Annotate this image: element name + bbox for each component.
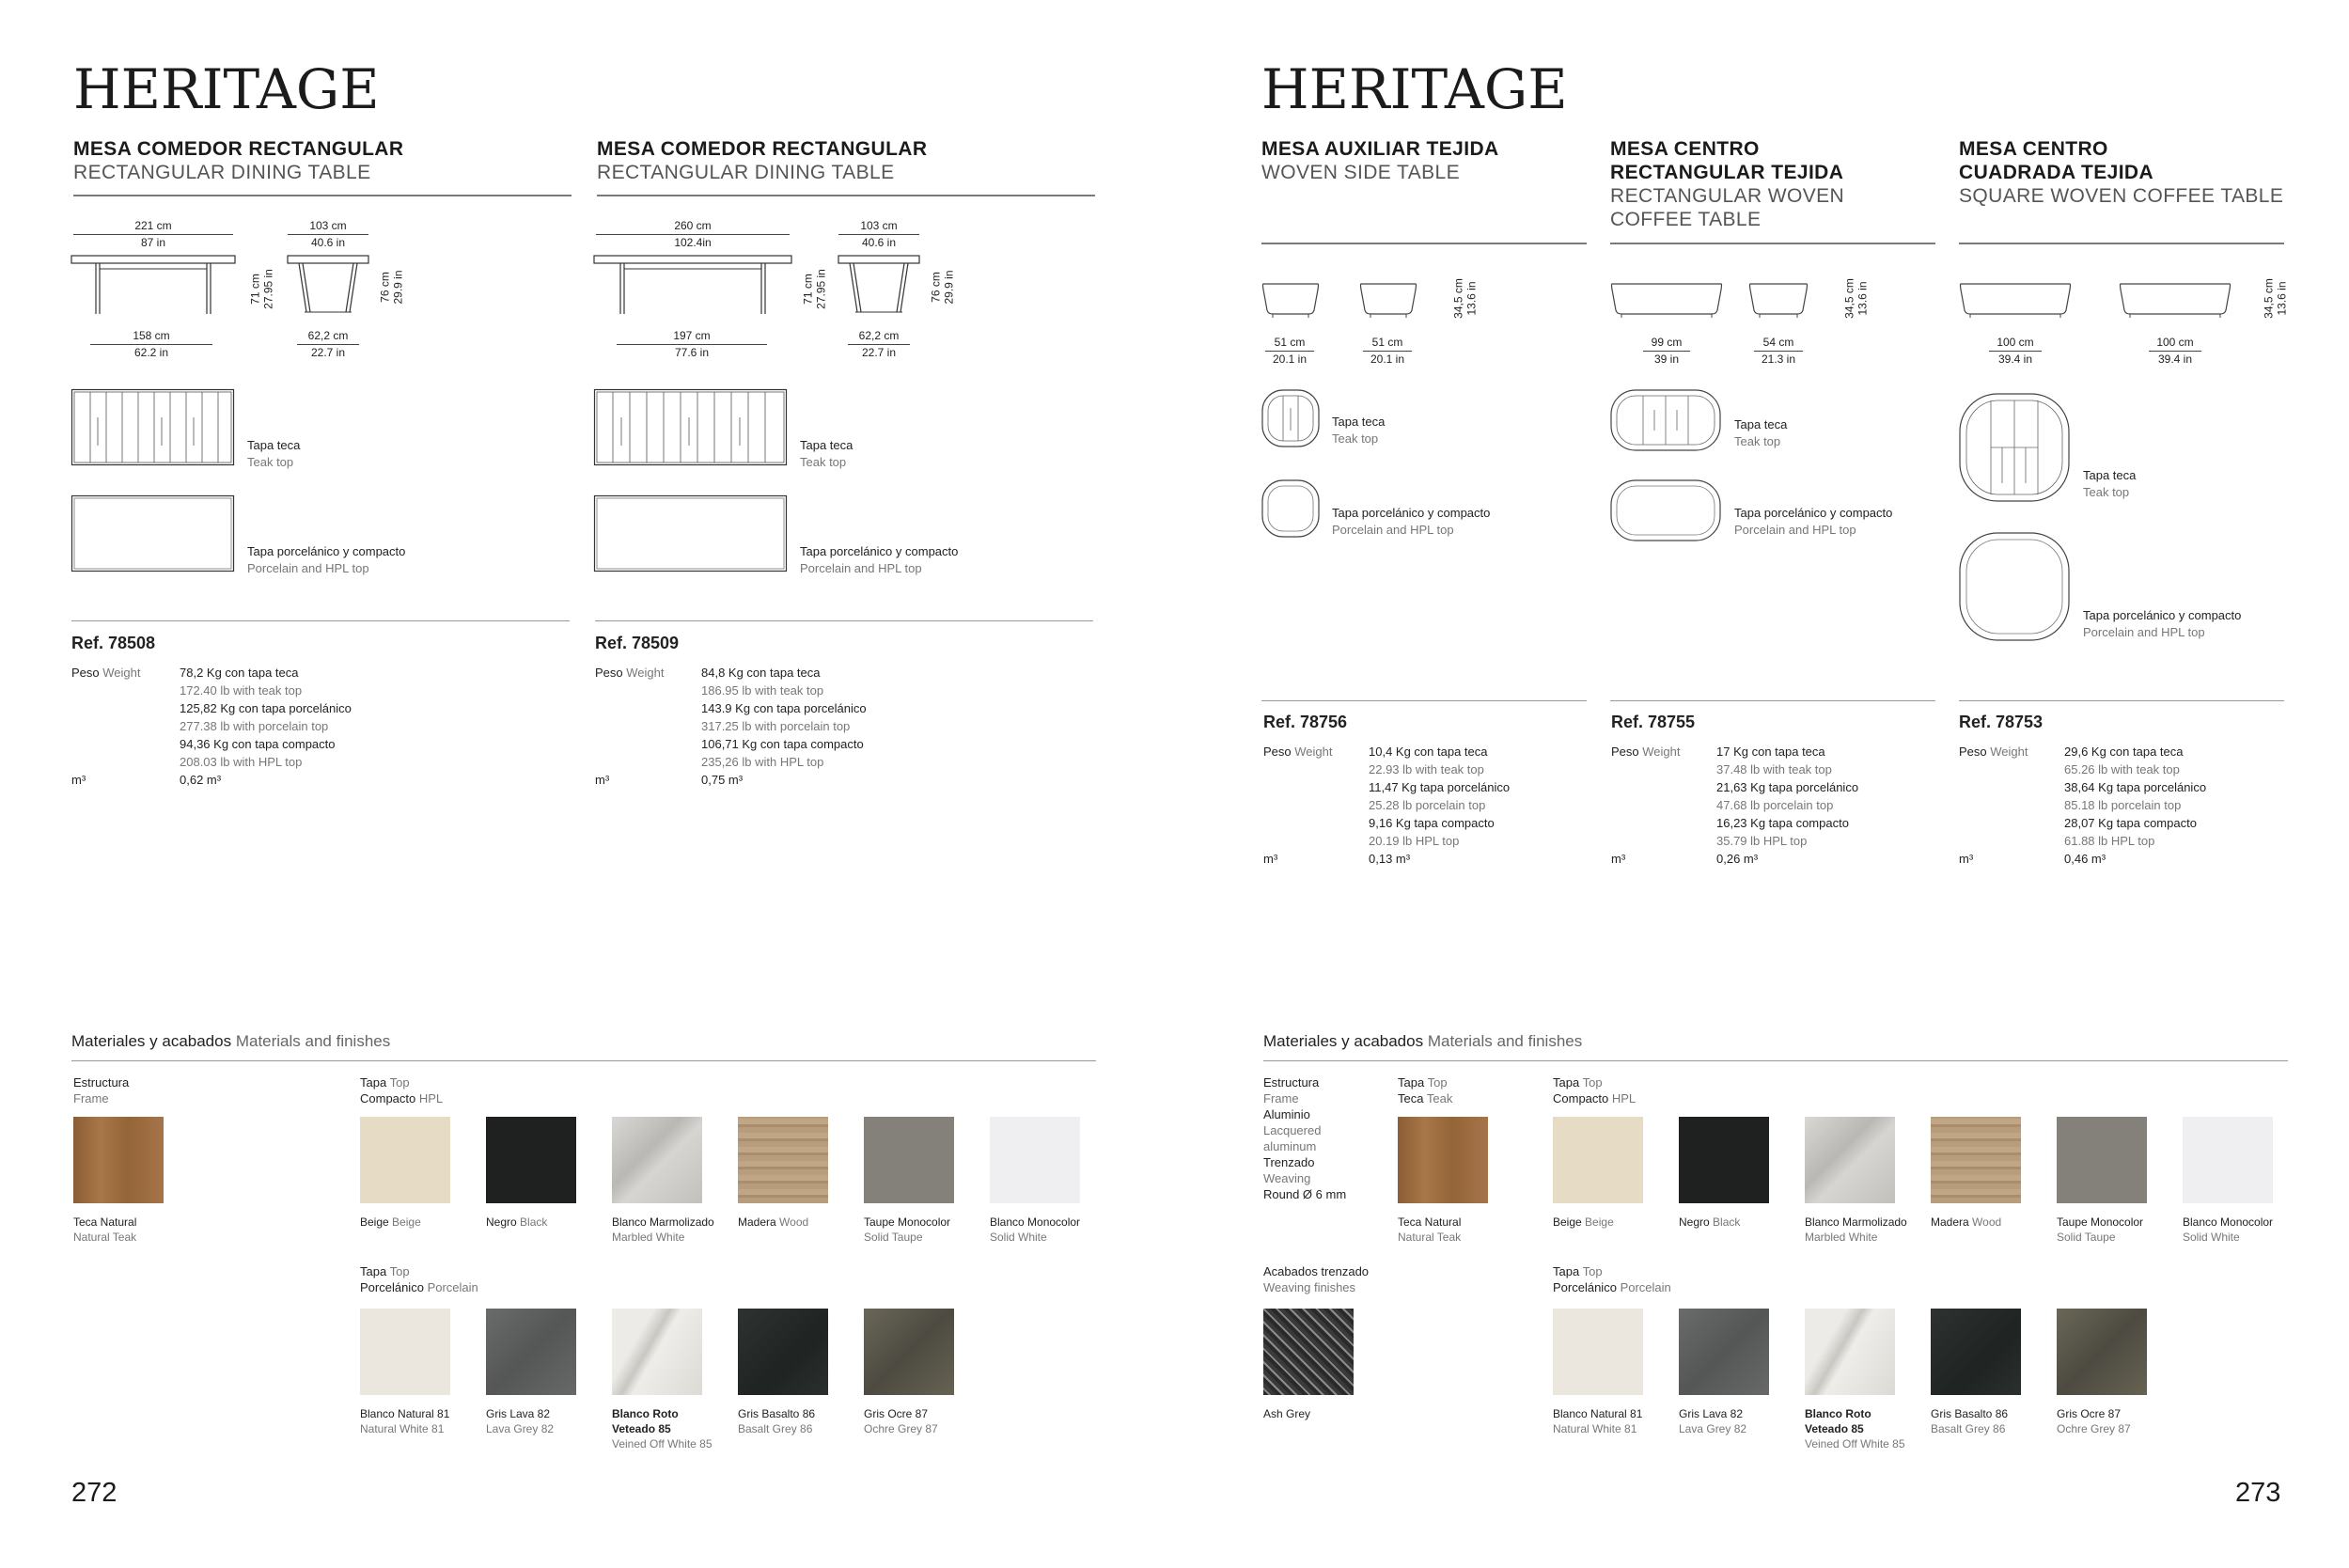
swatch-black[interactable] <box>486 1117 576 1203</box>
swatch-label: Blanco Roto Veteado 85 Veined Off White 85 <box>1805 1407 1905 1450</box>
swatch-natural-white-81[interactable] <box>360 1309 450 1395</box>
swatch-label: Teca Natural Natural Teak <box>1398 1215 1462 1244</box>
volume-value: 0,75 m³ <box>701 773 744 787</box>
ref-number: Ref. 78508 <box>71 634 156 652</box>
ref-number: Ref. 78756 <box>1263 713 1348 731</box>
swatch-ochre-grey-87[interactable] <box>864 1309 954 1395</box>
dim-height-in: 13.6 in <box>2275 281 2289 316</box>
swatch-label: Negro Black <box>486 1215 548 1229</box>
product-title-en: WOVEN SIDE TABLE <box>1261 162 1461 183</box>
dim-height-2-in: 29.9 in <box>391 270 405 305</box>
volume-label: m³ <box>595 773 610 787</box>
coffee-porcelain-top-plan <box>1610 479 1723 543</box>
teak-top-label: Tapa teca Teak top <box>247 438 301 469</box>
coffee-table-elevation-short <box>1748 282 1810 321</box>
dim-depth-base-in: 22.7 in <box>310 346 346 359</box>
volume-label: m³ <box>1959 852 1974 866</box>
swatch-label: Taupe Monocolor Solid Taupe <box>2057 1215 2144 1244</box>
dim-b-in: 21.3 in <box>1761 353 1796 366</box>
divider <box>1959 700 2284 701</box>
swatch-label: Blanco Marmolizado Marbled White <box>612 1215 714 1244</box>
weight-label: Peso Weight <box>1611 745 1681 759</box>
volume-label: m³ <box>1263 852 1278 866</box>
dim-height: 34,5 cm <box>2262 278 2276 319</box>
dim-depth-in: 40.6 in <box>310 236 346 249</box>
square-table-elevation-a <box>1959 282 2074 321</box>
weight-values: 78,2 Kg con tapa teca 172.40 lb with teak top 125,82 Kg con tapa porcelánico 277.38 lb with porcelain top 94,36 Kg con tapa compacto 208.03 lb with HPL top <box>180 666 352 769</box>
product-title-es: MESA CENTRO <box>1610 138 1760 160</box>
swatch-basalt-grey-86[interactable] <box>1931 1309 2021 1395</box>
swatch-natural-teak[interactable] <box>1398 1117 1488 1203</box>
weight-values: 10,4 Kg con tapa teca 22.93 lb with teak top 11,47 Kg tapa porcelánico 25.28 lb porcelain top 9,16 Kg tapa compacto 20.19 lb HPL top <box>1369 745 1511 848</box>
table-front-elevation <box>838 256 923 321</box>
swatch-label: Negro Black <box>1679 1215 1741 1229</box>
dim-a: 100 cm <box>1997 336 2034 349</box>
swatch-veined-off-white-85[interactable] <box>612 1309 702 1395</box>
square-teak-top-plan <box>1959 393 2072 504</box>
product-title-en-2: COFFEE TABLE <box>1610 209 1762 230</box>
teak-top-label: Tapa teca Teak top <box>1332 415 1386 446</box>
dim-a: 99 cm <box>1651 336 1683 349</box>
divider <box>597 195 1095 196</box>
volume-label: m³ <box>1611 852 1626 866</box>
divider <box>1959 243 2284 244</box>
divider <box>1263 1060 2288 1061</box>
volume-value: 0,13 m³ <box>1369 852 1411 866</box>
product-title-es: MESA AUXILIAR TEJIDA <box>1261 138 1499 160</box>
porcelain-top-plan <box>71 495 235 572</box>
page-number-left: 272 <box>71 1478 117 1508</box>
divider <box>1261 700 1587 701</box>
product-title-es: MESA COMEDOR RECTANGULAR <box>597 138 928 160</box>
ref-number: Ref. 78755 <box>1611 713 1696 731</box>
divider <box>71 620 570 621</box>
dim-depth: 103 cm <box>860 219 898 232</box>
volume-value: 0,62 m³ <box>180 773 222 787</box>
teak-top-plan <box>594 389 788 466</box>
teak-top-label: Tapa teca Teak top <box>2083 468 2137 499</box>
product-header-78508 <box>73 137 572 184</box>
weight-values: 17 Kg con tapa teca 37.48 lb with teak top 21,63 Kg tapa porcelánico 47.68 lb porcelain top 16,23 Kg tapa compacto 35.79 lb HPL top <box>1716 745 1859 848</box>
table-front-elevation <box>288 256 372 321</box>
dim-height: 34,5 cm <box>1842 278 1856 319</box>
dim-depth-in: 40.6 in <box>861 236 897 249</box>
swatch-label: Beige Beige <box>360 1215 421 1229</box>
dim-base: 197 cm <box>673 329 711 342</box>
swatch-lava-grey-82[interactable] <box>486 1309 576 1395</box>
swatch-label: Blanco Monocolor Solid White <box>2183 1215 2274 1244</box>
swatch-beige[interactable] <box>1553 1117 1643 1203</box>
product-header-78753 <box>1959 137 2284 208</box>
side-teak-top-plan <box>1261 389 1322 449</box>
square-table-elevation-b <box>2119 282 2233 321</box>
weight-label: Peso Weight <box>595 666 665 680</box>
dim-height-in: 13.6 in <box>1856 281 1870 316</box>
coffee-table-elevation-long <box>1610 282 1725 321</box>
dim-width-in: 87 in <box>140 236 166 249</box>
swatch-solid-white[interactable] <box>990 1117 1080 1203</box>
frame-label: Estructura Frame <box>73 1075 130 1105</box>
side-table-elevation-a <box>1261 282 1322 321</box>
dim-depth: 103 cm <box>309 219 347 232</box>
dim-height-1-in: 27.95 in <box>814 269 828 309</box>
brand-title-left: HERITAGE <box>73 57 380 121</box>
dim-a-in: 39 in <box>1653 353 1680 366</box>
dim-b: 54 cm <box>1762 336 1794 349</box>
swatch-label: Gris Basalto 86 Basalt Grey 86 <box>1931 1407 2009 1435</box>
product-title-en: RECTANGULAR DINING TABLE <box>597 162 895 183</box>
dim-height-1: 71 cm <box>801 274 815 305</box>
swatch-label: Beige Beige <box>1553 1215 1614 1229</box>
swatch-label: Ash Grey <box>1263 1407 1311 1420</box>
weight-values: 84,8 Kg con tapa teca 186.95 lb with teak top 143.9 Kg con tapa porcelánico 317.25 lb with porcelain top 106,71 Kg con tapa compacto 235,26 lb with HPL top <box>701 666 867 769</box>
table-side-elevation <box>71 256 236 321</box>
swatch-label: Gris Lava 82 Lava Grey 82 <box>486 1407 555 1435</box>
product-title-en: RECTANGULAR DINING TABLE <box>73 162 371 183</box>
volume-value: 0,46 m³ <box>2064 852 2106 866</box>
side-table-elevation-b <box>1359 282 1419 321</box>
swatch-natural-white-81[interactable] <box>1553 1309 1643 1395</box>
swatch-lava-grey-82[interactable] <box>1679 1309 1769 1395</box>
swatch-ochre-grey-87[interactable] <box>2057 1309 2147 1395</box>
swatch-label: Gris Ocre 87 Ochre Grey 87 <box>864 1407 938 1435</box>
dim-width: 260 cm <box>674 219 712 232</box>
swatch-veined-off-white-85[interactable] <box>1805 1309 1895 1395</box>
dim-height-2: 76 cm <box>929 272 943 303</box>
swatch-solid-taupe[interactable] <box>2057 1117 2147 1203</box>
swatch-label: Gris Lava 82 Lava Grey 82 <box>1679 1407 1747 1435</box>
table-side-elevation <box>594 256 793 321</box>
product-title-es: MESA CENTRO <box>1959 138 2108 160</box>
weight-label: Peso Weight <box>1959 745 2028 759</box>
materials-heading: Materiales y acabados Materials and finishes <box>1263 1032 1583 1050</box>
dim-b: 100 cm <box>2156 336 2194 349</box>
divider <box>73 195 572 196</box>
product-title-es: MESA COMEDOR RECTANGULAR <box>73 138 404 160</box>
swatch-wood[interactable] <box>1931 1117 2021 1203</box>
top-teak-label: Tapa Top Teca Teak <box>1398 1075 1453 1105</box>
product-title-en: SQUARE WOVEN COFFEE TABLE <box>1959 185 2284 207</box>
product-title-es-2: CUADRADA TEJIDA <box>1959 162 2154 183</box>
dim-height-1-in: 27.95 in <box>261 269 275 309</box>
volume-value: 0,26 m³ <box>1716 852 1759 866</box>
product-header-78509 <box>597 137 1095 184</box>
swatch-natural-teak[interactable] <box>73 1117 164 1203</box>
teak-top-label: Tapa teca Teak top <box>800 438 853 469</box>
porcelain-top-label: Tapa porcelánico y compacto Porcelain and HPL top <box>1734 506 1893 537</box>
dim-height-in: 13.6 in <box>1464 281 1479 316</box>
top-porcelain-label: Tapa Top Porcelánico Porcelain <box>1553 1264 1671 1294</box>
product-header-78755 <box>1610 137 1935 231</box>
frame-specs: Estructura Frame Aluminio Lacquered aluminum Trenzado Weaving Round Ø 6 mm <box>1263 1075 1347 1201</box>
product-title-en: RECTANGULAR WOVEN <box>1610 185 1845 207</box>
dim-base: 158 cm <box>133 329 170 342</box>
swatch-label: Gris Ocre 87 Ochre Grey 87 <box>2057 1407 2131 1435</box>
dim-depth-base-in: 22.7 in <box>861 346 897 359</box>
materials-heading: Materiales y acabados Materials and finishes <box>71 1032 391 1050</box>
dim-a-in: 39.4 in <box>1997 353 2033 366</box>
swatch-marbled-white[interactable] <box>612 1117 702 1203</box>
weight-label: Peso Weight <box>1263 745 1333 759</box>
dim-b-in: 20.1 in <box>1370 353 1405 366</box>
dim-height-1: 71 cm <box>248 274 262 305</box>
swatch-black[interactable] <box>1679 1117 1769 1203</box>
product-title-es-2: RECTANGULAR TEJIDA <box>1610 162 1844 183</box>
dim-a-in: 20.1 in <box>1272 353 1308 366</box>
swatch-beige[interactable] <box>360 1117 450 1203</box>
divider <box>1610 243 1935 244</box>
porcelain-top-plan <box>594 495 788 572</box>
dim-base-in: 77.6 in <box>674 346 710 359</box>
weaving-finishes-label: Acabados trenzado Weaving finishes <box>1263 1264 1370 1294</box>
dim-height-2: 76 cm <box>378 272 392 303</box>
swatch-wood[interactable] <box>738 1117 828 1203</box>
swatch-label: Blanco Roto Veteado 85 Veined Off White 85 <box>612 1407 713 1450</box>
coffee-teak-top-plan <box>1610 389 1723 453</box>
swatch-label: Blanco Marmolizado Marbled White <box>1805 1215 1907 1244</box>
divider <box>1261 243 1587 244</box>
dim-b: 51 cm <box>1371 336 1403 349</box>
teak-top-plan <box>71 389 235 466</box>
dim-a: 51 cm <box>1274 336 1306 349</box>
weight-label: Peso Weight <box>71 666 141 680</box>
top-hpl-label: Tapa Top Compacto HPL <box>360 1075 444 1105</box>
dim-b-in: 39.4 in <box>2157 353 2193 366</box>
teak-top-label: Tapa teca Teak top <box>1734 417 1788 448</box>
swatch-label: Blanco Monocolor Solid White <box>990 1215 1081 1244</box>
dim-height: 34,5 cm <box>1451 278 1465 319</box>
swatch-solid-taupe[interactable] <box>864 1117 954 1203</box>
porcelain-top-label: Tapa porcelánico y compacto Porcelain and HPL top <box>1332 506 1491 537</box>
swatch-label: Taupe Monocolor Solid Taupe <box>864 1215 951 1244</box>
top-porcelain-label: Tapa Top Porcelánico Porcelain <box>360 1264 478 1294</box>
dim-width: 221 cm <box>134 219 172 232</box>
ref-number: Ref. 78753 <box>1959 713 2044 731</box>
swatch-basalt-grey-86[interactable] <box>738 1309 828 1395</box>
swatch-label: Blanco Natural 81 Natural White 81 <box>360 1407 450 1435</box>
dim-depth-base: 62,2 cm <box>858 329 900 342</box>
brand-title-right: HERITAGE <box>1261 57 1568 121</box>
swatch-label: Teca Natural Natural Teak <box>73 1215 137 1244</box>
weight-values: 29,6 Kg con tapa teca 65.26 lb with teak top 38,64 Kg tapa porcelánico 85.18 lb porcelain top 28,07 Kg tapa compacto 61.88 lb HPL top <box>2064 745 2207 848</box>
divider <box>1610 700 1935 701</box>
porcelain-top-label: Tapa porcelánico y compacto Porcelain and HPL top <box>247 544 406 575</box>
dim-width-in: 102.4in <box>674 236 712 249</box>
dim-base-in: 62.2 in <box>133 346 169 359</box>
dim-height-2-in: 29.9 in <box>942 270 956 305</box>
swatch-label: Blanco Natural 81 Natural White 81 <box>1553 1407 1643 1435</box>
swatch-solid-white[interactable] <box>2183 1117 2273 1203</box>
divider <box>71 1060 1096 1061</box>
top-hpl-label: Tapa Top Compacto HPL <box>1553 1075 1636 1105</box>
volume-label: m³ <box>71 773 86 787</box>
swatch-label: Madera Wood <box>1931 1215 2002 1229</box>
porcelain-top-label: Tapa porcelánico y compacto Porcelain and HPL top <box>800 544 959 575</box>
divider <box>595 620 1093 621</box>
ref-number: Ref. 78509 <box>595 634 680 652</box>
swatch-ash-grey-weave[interactable] <box>1263 1309 1354 1395</box>
swatch-label: Gris Basalto 86 Basalt Grey 86 <box>738 1407 816 1435</box>
swatch-label: Madera Wood <box>738 1215 809 1229</box>
square-porcelain-top-plan <box>1959 532 2072 643</box>
dim-depth-base: 62,2 cm <box>307 329 349 342</box>
side-porcelain-top-plan <box>1261 479 1322 540</box>
porcelain-top-label: Tapa porcelánico y compacto Porcelain and HPL top <box>2083 608 2242 639</box>
swatch-marbled-white[interactable] <box>1805 1117 1895 1203</box>
page-number-right: 273 <box>2235 1478 2281 1508</box>
product-header-78756 <box>1261 137 1587 184</box>
